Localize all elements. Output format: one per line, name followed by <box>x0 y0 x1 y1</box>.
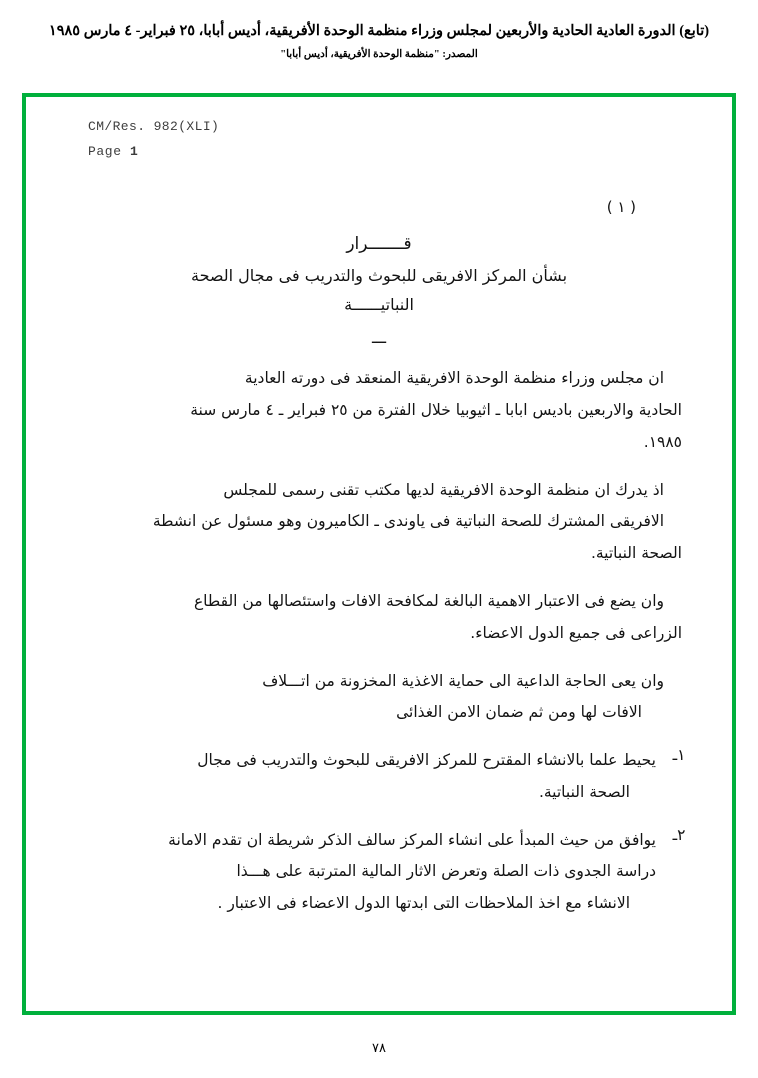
item-line: دراسة الجدوى ذات الصلة وتعرض الاثار المالية المترتبة على هـــذا <box>236 862 656 881</box>
scan-frame <box>22 93 736 1015</box>
reference-symbol: CM/Res. 982(XLI) <box>88 119 220 134</box>
item-number: ( ١ ) <box>606 198 636 217</box>
paragraph-line: اذ يدرك ان منظمة الوحدة الافريقية لديها مكتب تقنى رسمى للمجلس <box>223 480 664 499</box>
footer-page-number: ٧٨ <box>372 1040 386 1055</box>
item-line: الانشاء مع اخذ الملاحظات التى ابدتها الدول الاعضاء فى الاعتبار . <box>217 894 630 913</box>
paragraph-line: ١٩٨٥. <box>643 432 682 451</box>
paragraph-preamble-consideration <box>66 586 682 650</box>
paragraph-preamble-need <box>66 666 682 730</box>
item-line: الصحة النباتية. <box>538 782 630 801</box>
paragraph-line: الصحة النباتية. <box>590 544 682 563</box>
resolution-title: قـــــــرار <box>346 234 412 255</box>
paragraph-line: الافات لها ومن ثم ضمان الامن الغذائى <box>396 703 642 722</box>
item-text <box>66 825 656 920</box>
resolution-subtitle-line-1: بشأن المركز الافريقى للبحوث والتدريب فى مجال الصحة <box>190 266 568 286</box>
item-text <box>66 745 656 809</box>
page-label: Page <box>88 143 122 159</box>
item-marker: ٢ـ <box>672 825 686 844</box>
paragraph-line: الافريقى المشترك للصحة النباتية فى ياوندى ـ الكاميرون وهو مسئول عن انشطة <box>152 512 664 531</box>
numbered-item-1 <box>66 745 692 809</box>
paragraph-line: الحادية والاربعين باديس ابابا ـ اثيوبيا خلال الفترة من ٢٥ فبراير ـ ٤ مارس سنة <box>190 401 682 420</box>
header-source: المصدر: "منظمة الوحدة الأفريقية، أديس أبابا" <box>280 48 478 60</box>
scan-content <box>26 97 732 1011</box>
resolution-subtitle-line-2: النباتيــــــة <box>344 295 414 315</box>
paragraph-preamble-aware <box>66 475 682 570</box>
reference-block <box>88 115 692 164</box>
arabic-body <box>66 198 692 919</box>
paragraph-line: ان مجلس وزراء منظمة الوحدة الافريقية المنعقد فى دورته العادية <box>244 369 664 388</box>
header-title: (تابع) الدورة العادية الحادية والأربعين لمجلس وزراء منظمة الوحدة الأفريقية، أديس أبابا، ٢٥ فبراير- ٤ مارس ١٩٨٥ <box>48 23 710 39</box>
page-value: 1 <box>130 143 139 159</box>
numbered-item-2 <box>66 825 692 920</box>
item-marker: ١ـ <box>672 746 686 765</box>
separator-dash: ـــ <box>371 328 387 348</box>
paragraph-line: الزراعى فى جميع الدول الاعضاء. <box>470 623 682 642</box>
reference-page <box>88 140 692 165</box>
paragraph-line: وان يعى الحاجة الداعية الى حماية الاغذية المخزونة من اتـــلاف <box>262 671 664 690</box>
item-line: يحيط علما بالانشاء المقترح للمركز الافريقى للبحوث والتدريب فى مجال <box>197 751 656 770</box>
paragraph-preamble-council <box>66 363 682 458</box>
item-line: يوافق من حيث المبدأ على انشاء المركز سالف الذكر شريطة ان تقدم الامانة <box>168 830 656 849</box>
document-header <box>0 22 758 60</box>
paragraph-line: وان يضع فى الاعتبار الاهمية البالغة لمكافحة الافات واستئصالها من القطاع <box>193 591 664 610</box>
